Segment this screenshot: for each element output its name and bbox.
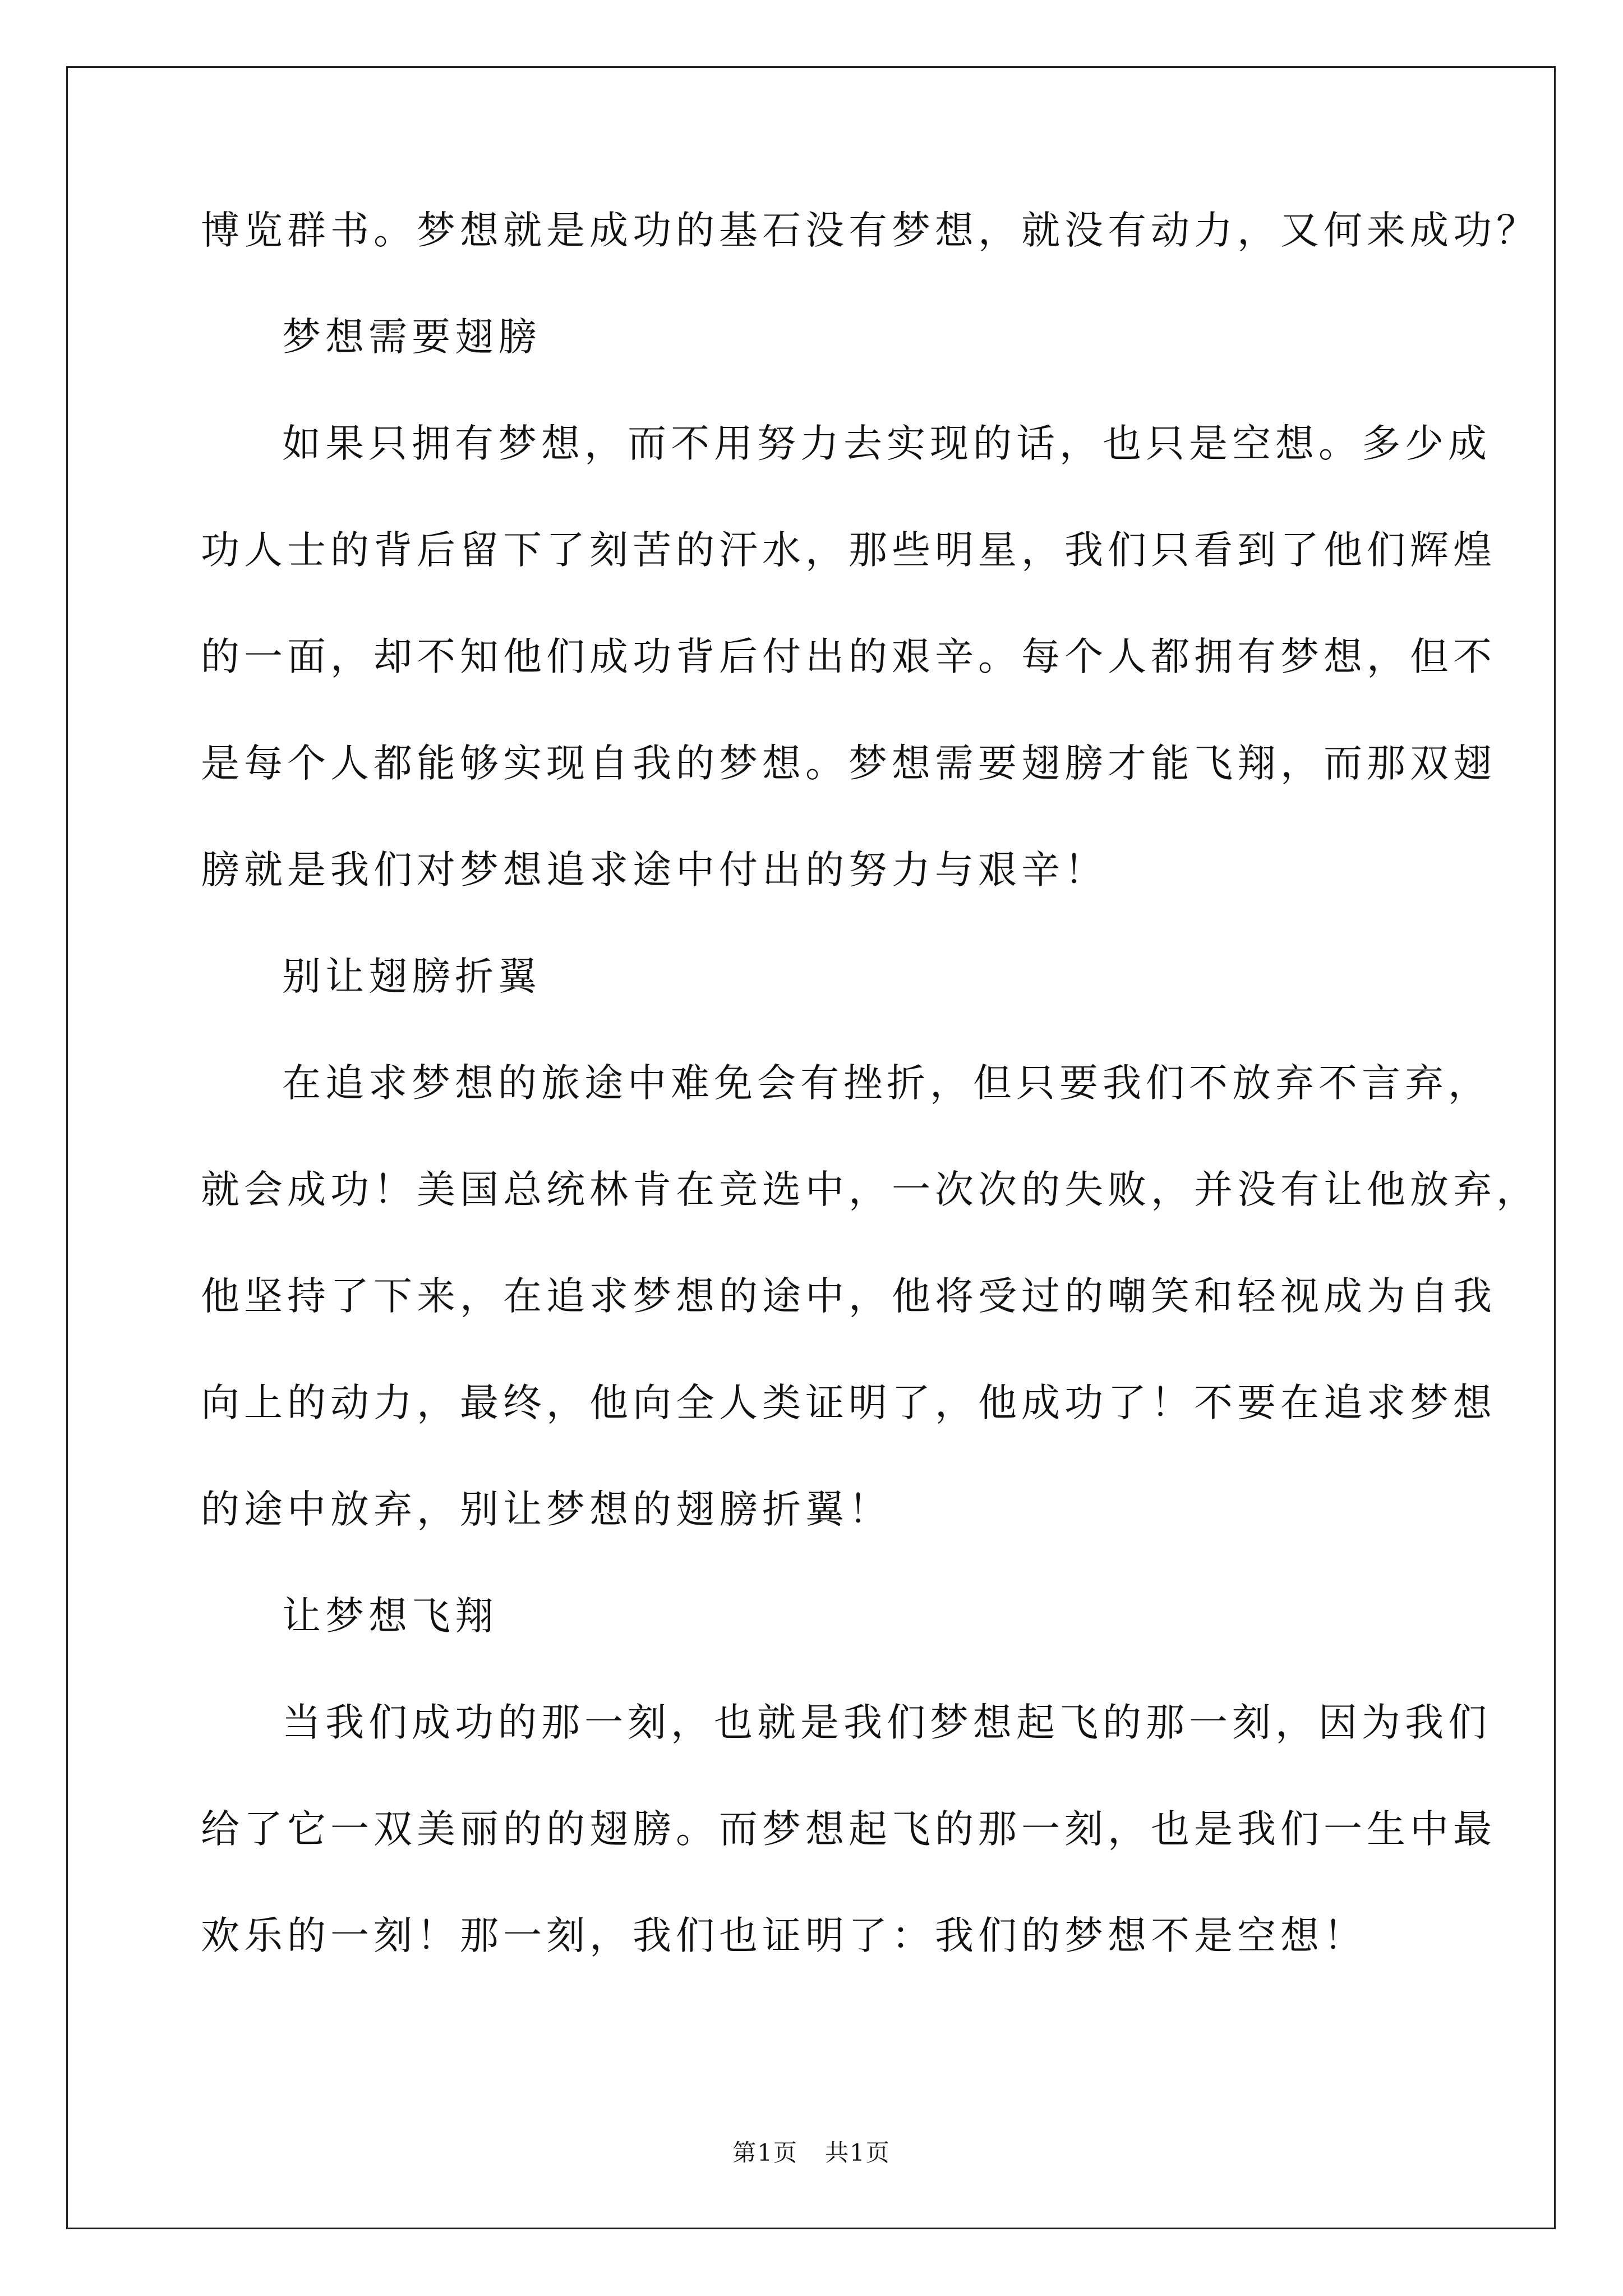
section-heading: 梦想需要翅膀	[282, 315, 541, 360]
text-line: 他坚持了下来，在追求梦想的途中，他将受过的嘲笑和轻视成为自我	[201, 1274, 1496, 1319]
text-line: 的一面，却不知他们成功背后付出的艰辛。每个人都拥有梦想，但不	[201, 634, 1496, 679]
text-line: 欢乐的一刻！那一刻，我们也证明了：我们的梦想不是空想！	[201, 1913, 1367, 1958]
text-line: 给了它一双美丽的的翅膀。而梦想起飞的那一刻，也是我们一生中最	[201, 1807, 1496, 1852]
text-line: 膀就是我们对梦想追求途中付出的努力与艰辛！	[201, 848, 1108, 892]
page-footer	[0, 2137, 1623, 2169]
page-number-current: 第1页	[732, 2139, 798, 2166]
text-line: 当我们成功的那一刻，也就是我们梦想起飞的那一刻，因为我们	[282, 1700, 1491, 1745]
text-line: 如果只拥有梦想，而不用努力去实现的话，也只是空想。多少成	[282, 421, 1491, 466]
text-line: 博览群书。梦想就是成功的基石没有梦想，就没有动力，又何来成功？	[201, 208, 1539, 253]
text-line: 就会成功！美国总统林肯在竞选中，一次次的失败，并没有让他放弃，	[201, 1167, 1539, 1212]
text-line: 在追求梦想的旅途中难免会有挫折，但只要我们不放弃不言弃，	[282, 1061, 1491, 1106]
document-body	[201, 205, 1539, 2017]
section-heading: 别让翅膀折翼	[282, 954, 541, 999]
text-line: 向上的动力，最终，他向全人类证明了，他成功了！不要在追求梦想	[201, 1381, 1496, 1425]
section-heading: 让梦想飞翔	[282, 1594, 498, 1639]
text-line: 的途中放弃，别让梦想的翅膀折翼！	[201, 1487, 892, 1532]
text-line: 是每个人都能够实现自我的梦想。梦想需要翅膀才能飞翔，而那双翅	[201, 741, 1496, 786]
text-line: 功人士的背后留下了刻苦的汗水，那些明星，我们只看到了他们辉煌	[201, 528, 1496, 573]
page-number-total: 共1页	[825, 2139, 891, 2166]
